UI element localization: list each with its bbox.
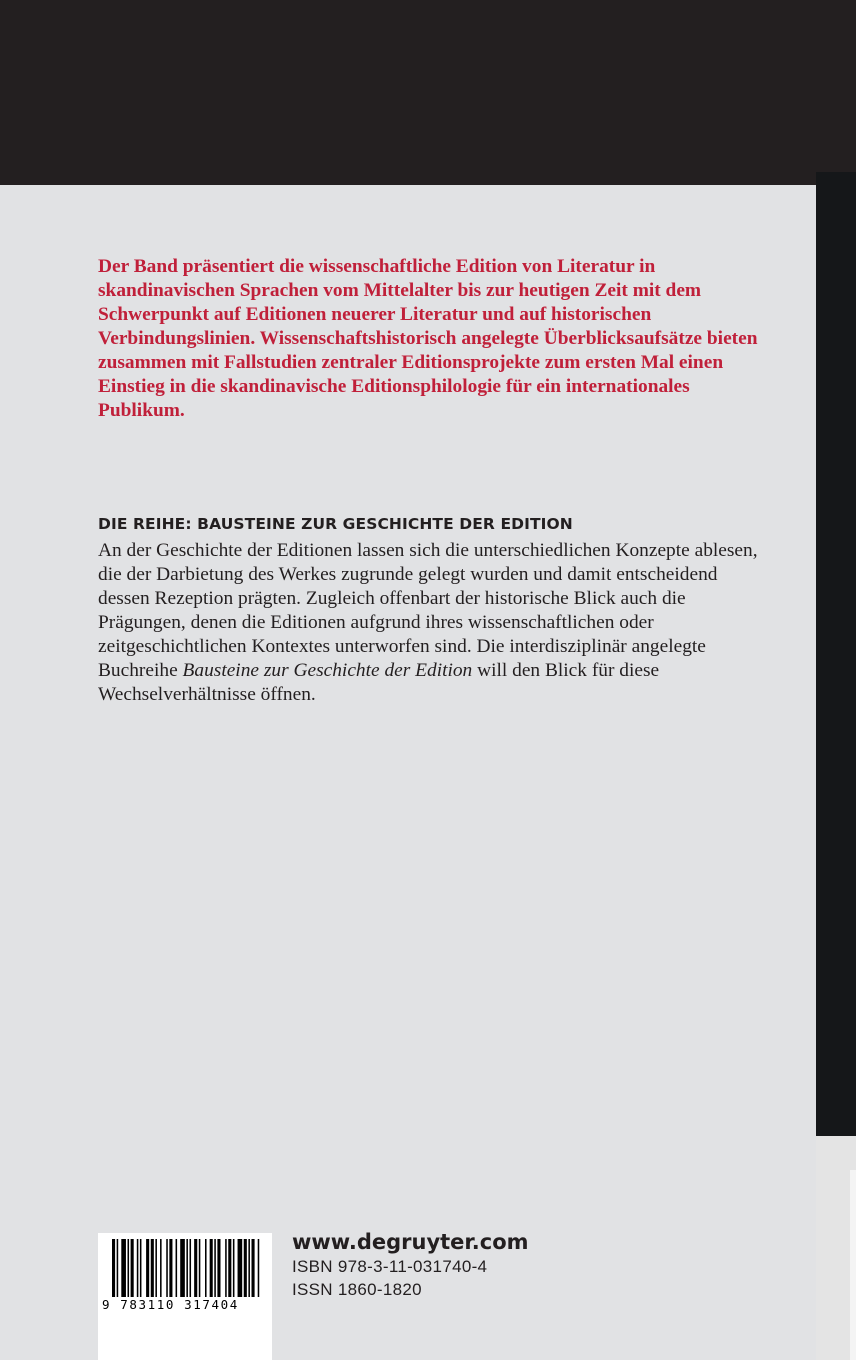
book-blurb: Der Band präsentiert die wissenschaftliche Edition von Literatur in skandinavischen Sprachen vom Mittelalter bis zur heutigen Zeit mit dem Schwerpunkt auf Editionen neuerer Literatur und auf historischen Verbindungslinien. Wissenschaftshistorisch angelegte Überblicksaufsätze bieten zusammen mit Fallstudien zentraler Editionsprojekte zum ersten Mal einen Einstieg in die skandinavische Editionsphilologie für ein internationales Publikum. [98, 256, 758, 421]
isbn: ISBN 978-3-11-031740-4 [292, 1257, 488, 1276]
series-description [98, 539, 758, 707]
right-dark-edge [816, 172, 856, 1136]
barcode-digits: 9 783110 317404 [102, 1297, 239, 1312]
series-text-after: will den Blick für diese Wechselverhältnisse öffnen. [98, 660, 660, 705]
barcode [98, 1233, 272, 1360]
series-title-italic: Bausteine zur Geschichte der Edition [182, 660, 473, 681]
series-heading: DIE REIHE: BAUSTEINE ZUR GESCHICHTE DER EDITION [98, 515, 573, 533]
issn: ISSN 1860-1820 [292, 1280, 422, 1299]
publisher-url[interactable]: www.degruyter.com [292, 1230, 529, 1254]
right-lower-inner-edge [850, 1170, 856, 1360]
series-text-before: An der Geschichte der Editionen lassen sich die unterschiedlichen Konzepte ablesen, die der Darbietung des Werkes zugrunde gelegt wurden und damit entscheidend dessen Rezeption prägten. Zugleich offenbart der historische Blick auch die Prägungen, denen die Editionen aufgrund ihres wissenschaftlichen oder zeitgeschichtlichen Kontextes unterworfen sind. Die interdisziplinär angelegte Buchreihe [98, 540, 758, 681]
top-dark-band [0, 0, 856, 172]
barcode-bars [98, 1233, 272, 1297]
